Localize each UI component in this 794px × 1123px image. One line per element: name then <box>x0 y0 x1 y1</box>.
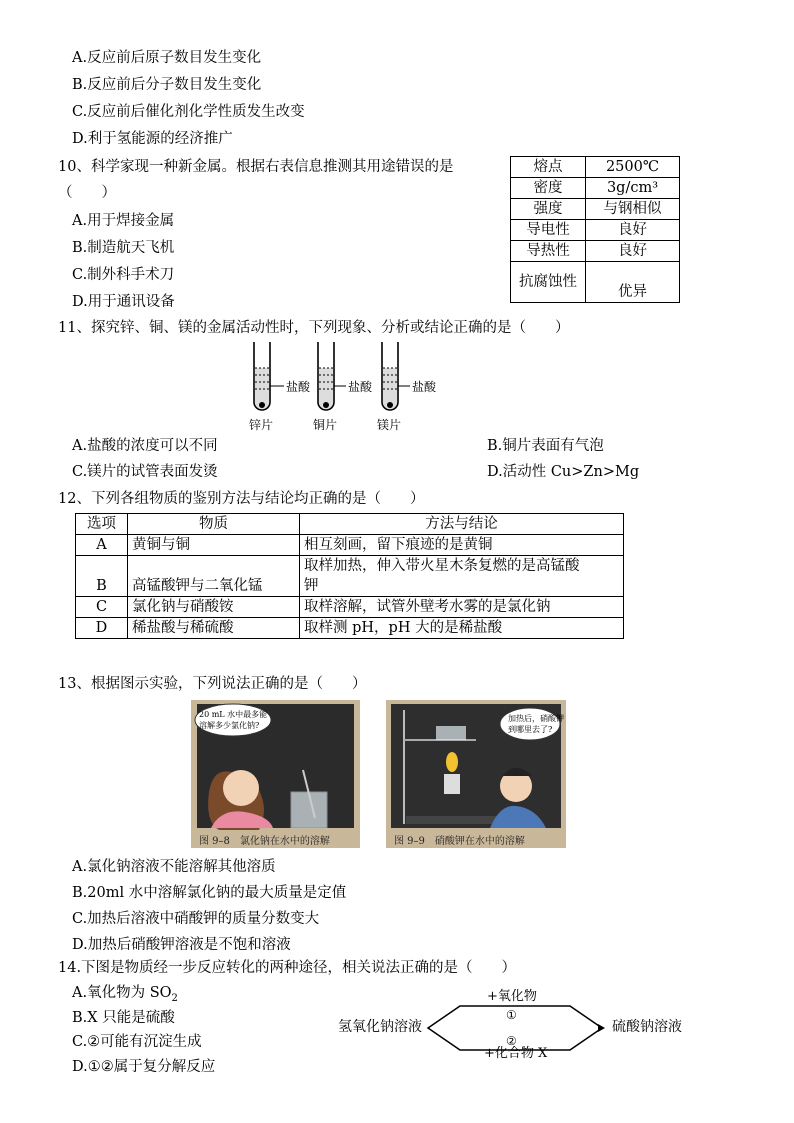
q11-option-d: D.活动性 Cu>Zn>Mg <box>487 464 640 480</box>
q11-stem: 11、探究锌、铜、镁的金属活动性时，下列现象、分析或结论正确的是（ ） <box>58 320 570 336</box>
row-substance: 稀盐酸与稀硫酸 <box>128 618 300 639</box>
q12-stem: 12、下列各组物质的鉴别方法与结论均正确的是（ ） <box>58 491 425 507</box>
diagram-bottom-number: ② <box>506 1034 517 1048</box>
diagram-right-label: 硫酸钠溶液 <box>612 1019 682 1035</box>
row-substance: 氯化钠与硝酸铵 <box>128 597 300 618</box>
tube-acid-label: 盐酸 <box>412 380 437 394</box>
q10-stem: 10、科学家现一种新金属。根据右表信息推测其用途错误的是 <box>58 159 454 175</box>
q11-option-b: B.铜片表面有气泡 <box>487 438 604 454</box>
q13-option-d: D.加热后硝酸钾溶液是不饱和溶液 <box>72 937 291 953</box>
prop-name: 密度 <box>511 178 586 199</box>
table-row <box>76 556 624 597</box>
row-method: 相互刻画，留下痕迹的是黄铜 <box>300 535 624 556</box>
diagram-bottom-label: +化合物 X <box>484 1046 548 1061</box>
row-option: C <box>76 597 128 618</box>
tube-acid-label: 盐酸 <box>286 380 311 394</box>
q11-option-a: A.盐酸的浓度可以不同 <box>72 438 218 454</box>
diagram-left-label: 氢氧化钠溶液 <box>338 1019 422 1035</box>
q13-photo-sodium-chloride <box>191 700 360 848</box>
tube-metal-label: 镁片 <box>377 418 402 432</box>
q10-option-b: B.制造航天飞机 <box>72 240 175 256</box>
test-tube-zinc <box>254 342 284 410</box>
q14-option-c: C.②可能有沉淀生成 <box>72 1034 202 1050</box>
q9-option-c: C.反应前后催化剂化学性质发生改变 <box>72 104 305 120</box>
q13-option-a: A.氯化钠溶液不能溶解其他溶质 <box>72 859 276 875</box>
q14-stem: 14.下图是物质经一步反应转化的两种途径，相关说法正确的是（ ） <box>58 960 517 976</box>
q11-option-c: C.镁片的试管表面发烫 <box>72 464 218 480</box>
row-method-line1: 取样加热，伸入带火星木条复燃的是高锰酸 <box>304 558 580 574</box>
row-substance: 高锰酸钾与二氧化锰 <box>128 556 300 597</box>
q10-answer-paren: （ ） <box>58 185 116 201</box>
row-option: A <box>76 535 128 556</box>
prop-value: 2500℃ <box>586 157 680 178</box>
q13-option-c: C.加热后溶液中硝酸钾的质量分数变大 <box>72 911 320 927</box>
bubble-text: 加热后，硝酸钾 到哪里去了? <box>508 714 564 734</box>
row-method: 取样测 pH，pH 大的是稀盐酸 <box>300 618 624 639</box>
q9-option-b: B.反应前后分子数目发生变化 <box>72 77 262 93</box>
test-tube-magnesium <box>382 342 410 410</box>
prop-value: 优异 <box>586 262 680 303</box>
row-method <box>300 556 624 597</box>
test-tube-copper <box>318 342 346 410</box>
bubble-text: 20 mL 水中最多能 溶解多少氯化钠? <box>199 710 268 730</box>
prop-name: 熔点 <box>511 157 586 178</box>
header-method: 方法与结论 <box>300 514 624 535</box>
prop-name: 强度 <box>511 199 586 220</box>
figure-caption: 图 9–8 氯化钠在水中的溶解 <box>199 836 330 847</box>
header-substance: 物质 <box>128 514 300 535</box>
q14-option-a: A.氧化物为 $SO_2$ <box>72 985 178 1004</box>
q13-photo-potassium-nitrate <box>386 700 566 848</box>
q10-property-table <box>510 156 680 303</box>
q10-option-c: C.制外科手术刀 <box>72 267 175 283</box>
row-option: B <box>76 556 128 597</box>
q10-option-d: D.用于通讯设备 <box>72 294 175 310</box>
tube-metal-label: 铜片 <box>313 418 338 432</box>
prop-name: 导电性 <box>511 220 586 241</box>
diagram-top-label: +氧化物 <box>487 989 537 1004</box>
q13-stem: 13、根据图示实验，下列说法正确的是（ ） <box>58 676 367 692</box>
tube-acid-label: 盐酸 <box>348 380 373 394</box>
prop-value: 与钢相似 <box>586 199 680 220</box>
figure-caption: 图 9–9 硝酸钾在水中的溶解 <box>394 836 525 847</box>
q12-table <box>75 513 624 639</box>
q14-option-b: B.X 只能是硫酸 <box>72 1010 175 1026</box>
row-substance: 黄铜与铜 <box>128 535 300 556</box>
header-option: 选项 <box>76 514 128 535</box>
row-method: 取样溶解，试管外壁考水雾的是氯化钠 <box>300 597 624 618</box>
q9-option-d: D.利于氢能源的经济推广 <box>72 131 233 147</box>
table-row <box>76 618 624 639</box>
prop-value: 3g/cm³ <box>586 178 680 199</box>
q13-option-b: B.20ml 水中溶解氯化钠的最大质量是定值 <box>72 885 347 901</box>
prop-name: 抗腐蚀性 <box>511 262 586 303</box>
q14-option-d: D.①②属于复分解反应 <box>72 1059 216 1075</box>
diagram-top-number: ① <box>506 1008 517 1022</box>
prop-value: 良好 <box>586 241 680 262</box>
q10-option-a: A.用于焊接金属 <box>72 213 175 229</box>
prop-name: 导热性 <box>511 241 586 262</box>
table-row <box>76 597 624 618</box>
row-method-line2: 钾 <box>304 578 319 594</box>
table-row <box>76 535 624 556</box>
tube-metal-label: 锌片 <box>249 418 274 432</box>
prop-value: 良好 <box>586 220 680 241</box>
row-option: D <box>76 618 128 639</box>
q9-option-a: A.反应前后原子数目发生变化 <box>72 50 262 66</box>
